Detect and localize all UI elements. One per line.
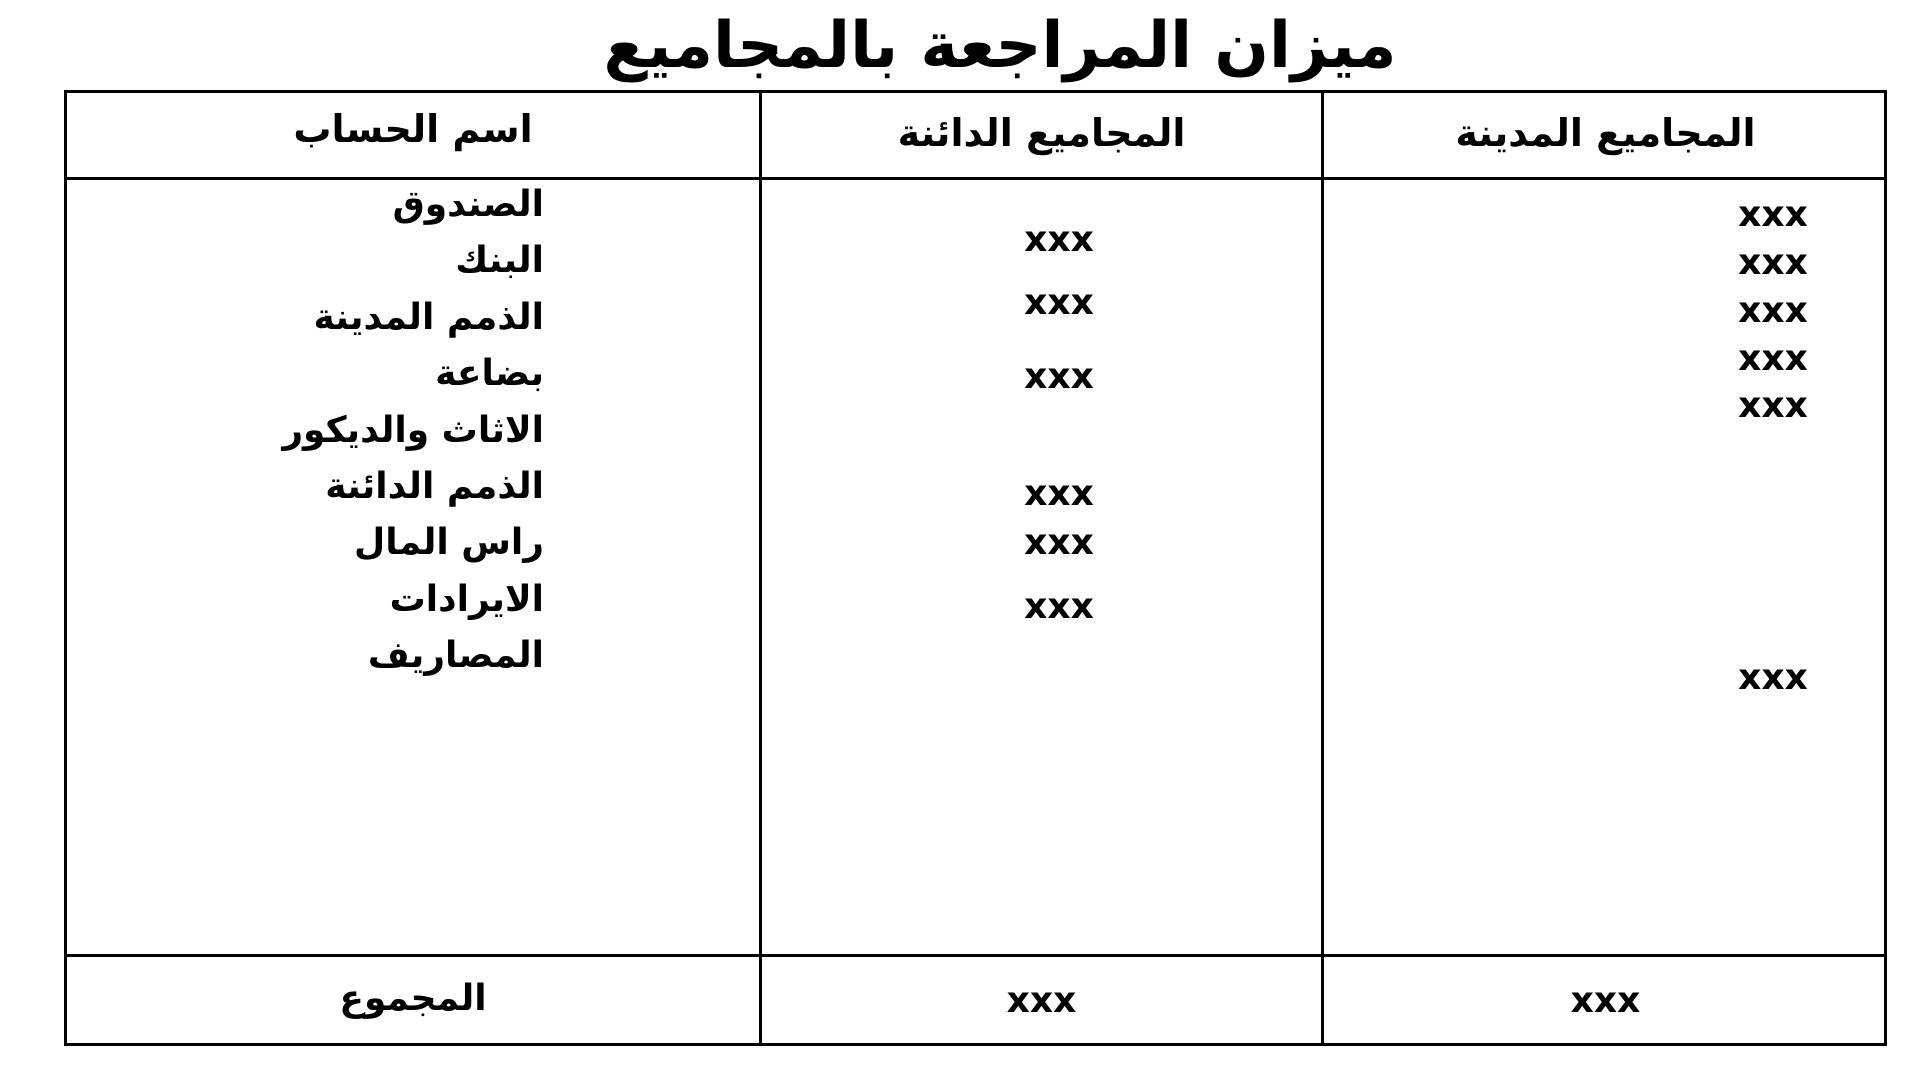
total-debit: xxx — [1570, 980, 1641, 1021]
account-name: البنك — [455, 240, 544, 281]
total-credit: xxx — [1006, 980, 1077, 1021]
total-label: المجموع — [339, 978, 487, 1019]
account-name: المصاريف — [367, 635, 544, 676]
account-name: الذمم الدائنة — [325, 466, 544, 507]
header-debit: المجاميع المدينة — [1455, 111, 1756, 155]
credit-amount: xxx — [1024, 282, 1094, 323]
account-name: الاثاث والديكور — [282, 410, 544, 451]
column-divider — [1321, 93, 1324, 1043]
credit-amount: xxx — [1024, 219, 1094, 260]
credit-amount: xxx — [1024, 522, 1094, 563]
debit-amount: xxx — [1738, 385, 1808, 426]
debit-amount: xxx — [1738, 338, 1808, 379]
debit-amount: xxx — [1738, 194, 1808, 235]
account-name: الصندوق — [392, 184, 544, 225]
header-credit: المجاميع الدائنة — [897, 111, 1186, 155]
debit-amount: xxx — [1738, 657, 1808, 698]
column-divider — [759, 93, 762, 1043]
page-title: ميزان المراجعة بالمجاميع — [603, 9, 1397, 83]
credit-amount: xxx — [1024, 586, 1094, 627]
trial-balance-table — [64, 90, 1887, 1046]
debit-amount: xxx — [1738, 242, 1808, 283]
header-account: اسم الحساب — [293, 107, 533, 151]
credit-amount: xxx — [1024, 356, 1094, 397]
account-name: الذمم المدينة — [313, 297, 544, 338]
debit-amount: xxx — [1738, 290, 1808, 331]
credit-amount: xxx — [1024, 473, 1094, 514]
account-name: بضاعة — [435, 353, 544, 394]
account-name: الايرادات — [389, 579, 544, 620]
header-divider — [67, 177, 1884, 180]
account-name: راس المال — [353, 522, 544, 563]
total-divider — [67, 954, 1884, 957]
